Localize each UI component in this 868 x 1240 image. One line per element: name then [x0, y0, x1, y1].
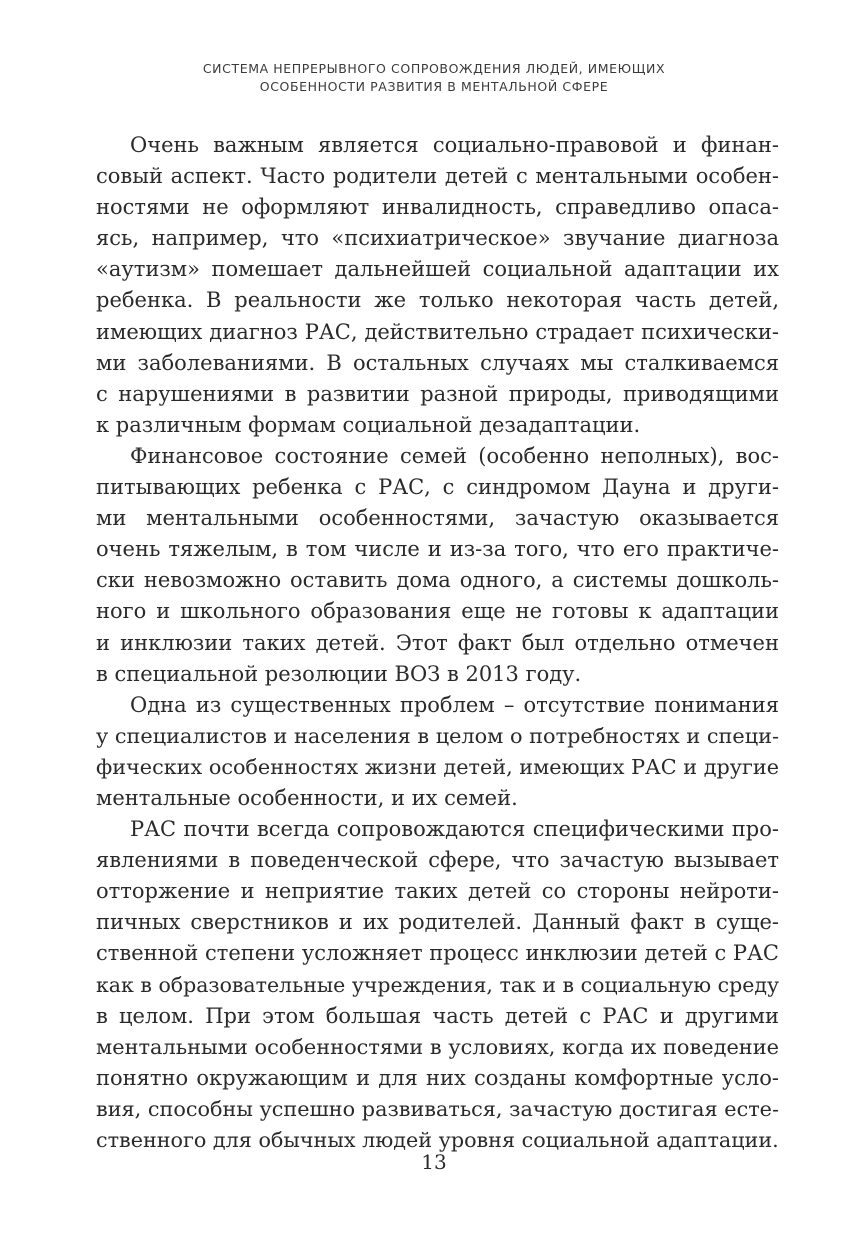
text-line: фических особенностях жизни детей, имеющих РАС и другие [96, 754, 779, 779]
running-header-line-1: СИСТЕМА НЕПРЕРЫВНОГО СОПРОВОЖДЕНИЯ ЛЮДЕЙ, ИМЕЮЩИХ [202, 61, 666, 76]
text-line: Очень важным является социально-правовой и финан- [130, 133, 779, 157]
text-line: ми заболеваниями. В остальных случаях мы сталкиваемся [96, 350, 779, 375]
text-line: Финансовое состояние семей (особенно неполных), вос- [130, 443, 779, 468]
text-line: понятно окружающим и для них созданы комфортные усло- [96, 1065, 779, 1090]
text-line: ственной степени усложняет процесс инклюзии детей с РАС [96, 941, 779, 966]
paragraph-2 [96, 441, 779, 690]
text-line: ментальными особенностями в условиях, когда их поведение [96, 1034, 779, 1059]
text-line: РАС почти всегда сопровождаются специфическими про- [130, 817, 779, 842]
text-line: ментальные особенности, и их семей. [96, 785, 518, 810]
running-header-line-2: ОСОБЕННОСТИ РАЗВИТИЯ В МЕНТАЛЬНОЙ СФЕРЕ [259, 79, 609, 94]
page-number: 13 [421, 1150, 447, 1174]
paragraph-3 [96, 690, 779, 814]
text-line: и инклюзии таких детей. Этот факт был отдельно отмечен [96, 630, 779, 655]
text-line: имеющих диагноз РАС, действительно страдает психически- [96, 319, 779, 344]
text-line: с нарушениями в развитии разной природы, приводящими [96, 381, 779, 406]
text-line: ски невозможно оставить дома одного, а системы дошколь- [96, 568, 779, 593]
text-line: к различным формам социальной дезадаптации. [96, 412, 641, 437]
text-line: в специальной резолюции ВОЗ в 2013 году. [96, 661, 582, 686]
text-line: отторжение и неприятие таких детей со стороны нейроти- [96, 879, 779, 904]
text-line: вия, способны успешно развиваться, зачастую достигая есте- [96, 1096, 779, 1121]
text-line: ясь, например, что «психиатрическое» звучание диагноза [96, 226, 779, 251]
text-line: как в образовательные учреждения, так и в социальную среду [96, 972, 779, 997]
text-line: ми ментальными особенностями, зачастую оказывается [96, 506, 779, 531]
text-line: пичных сверстников и их родителей. Данный факт в суще- [96, 910, 779, 935]
text-line: ребенка. В реальности же только некоторая часть детей, [96, 288, 779, 313]
text-line: у специалистов и населения в целом о потребностях и специ- [96, 723, 779, 748]
paragraph-4 [96, 814, 779, 1156]
text-line: очень тяжелым, в том числе и из-за того, что его практиче- [96, 537, 779, 562]
text-line: «аутизм» помешает дальнейшей социальной адаптации их [96, 257, 779, 282]
text-line: Одна из существенных проблем – отсутствие понимания [130, 692, 779, 717]
text-line: совый аспект. Часто родители детей с ментальными особен- [96, 164, 779, 189]
text-line: питывающих ребенка с РАС, с синдромом Дауна и други- [96, 475, 779, 500]
text-line: ственного для обычных людей уровня социальной адаптации. [96, 1128, 779, 1152]
running-header [0, 60, 868, 96]
paragraph-1 [96, 130, 779, 441]
text-line: в целом. При этом большая часть детей с РАС и другими [96, 1003, 779, 1028]
text-line: ного и школьного образования еще не готовы к адаптации [96, 599, 779, 624]
body-text [96, 130, 779, 1156]
text-line: ностями не оформляют инвалидность, справедливо опаса- [96, 195, 779, 220]
text-line: явлениями в поведенческой сфере, что зачастую вызывает [96, 848, 779, 873]
